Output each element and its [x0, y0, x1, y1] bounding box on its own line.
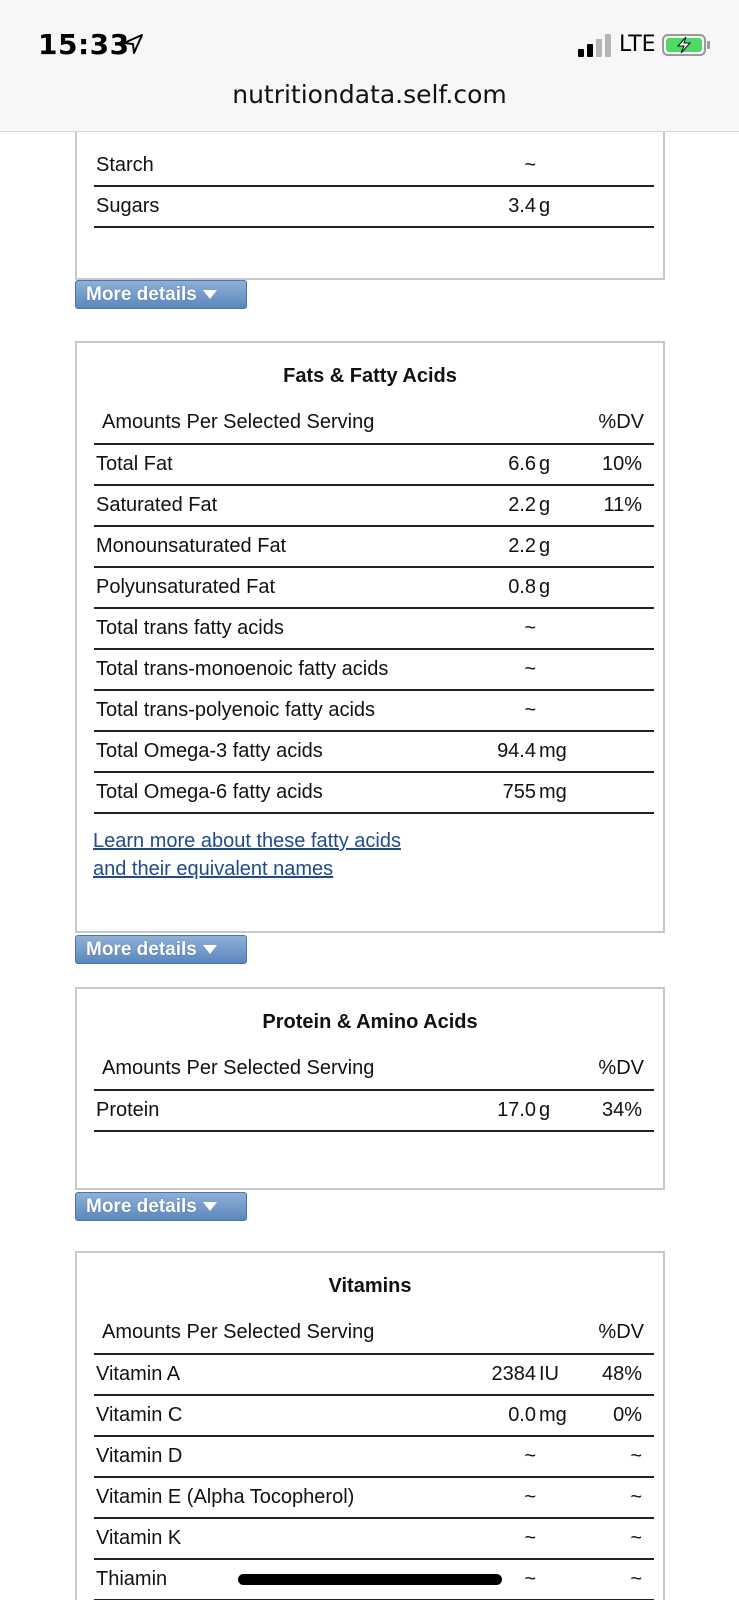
link-text: Learn more about these fatty acids — [93, 830, 401, 852]
panel-title: Protein & Amino Acids — [262, 1011, 478, 1033]
nutrient-unit: g — [539, 453, 551, 475]
nutrient-dv: ~ — [630, 1445, 642, 1467]
more-details-label: More details — [86, 939, 197, 960]
nutrient-name: Monounsaturated Fat — [96, 535, 287, 557]
protein-panel — [75, 987, 665, 1190]
nutrient-unit: g — [539, 576, 551, 598]
header-dv: %DV — [598, 1321, 644, 1343]
nutrient-name: Total trans-monoenoic fatty acids — [96, 658, 389, 680]
nutrient-unit: g — [539, 195, 551, 217]
nutrient-name: Vitamin D — [96, 1445, 183, 1467]
nutrient-row — [94, 1355, 654, 1396]
nutrient-name: Saturated Fat — [96, 494, 218, 516]
nutrient-row — [94, 773, 654, 814]
learn-more-fatty-acids-link[interactable] — [93, 827, 401, 883]
nutrient-amount: 755 — [502, 781, 536, 803]
nutrient-dv: 10% — [601, 453, 642, 475]
nutrient-unit: mg — [539, 781, 567, 803]
nutrient-row — [94, 609, 654, 650]
nutrient-amount: ~ — [524, 1445, 536, 1467]
nutrient-amount: 3.4 — [508, 195, 536, 217]
nutrient-name: Sugars — [96, 195, 160, 217]
nutrient-name: Thiamin — [96, 1568, 168, 1590]
nutrient-unit: mg — [539, 740, 567, 762]
dropdown-arrow-icon — [203, 290, 217, 299]
nutrient-row — [94, 732, 654, 773]
nutrient-name: Vitamin E (Alpha Tocopherol) — [96, 1486, 355, 1508]
nutrient-amount: ~ — [524, 154, 536, 176]
nutrient-dv: 48% — [601, 1363, 642, 1385]
location-arrow-icon — [122, 33, 144, 55]
nutrient-amount: 0.0 — [508, 1404, 536, 1426]
nutrient-amount: 94.4 — [497, 740, 536, 762]
nutrient-name: Total Fat — [96, 453, 173, 475]
nutrient-dv: ~ — [630, 1486, 642, 1508]
nutrient-amount: 6.6 — [508, 453, 536, 475]
more-details-button[interactable] — [75, 280, 247, 309]
nutrient-name: Total trans fatty acids — [96, 617, 284, 639]
status-time: 15:33 — [38, 28, 130, 61]
signal-strength-icon — [578, 33, 614, 57]
browser-header — [0, 0, 739, 132]
nutrient-dv: 34% — [601, 1099, 642, 1121]
nutrient-row — [94, 146, 654, 187]
dropdown-arrow-icon — [203, 1202, 217, 1211]
header-dv: %DV — [598, 411, 644, 433]
nutrient-row — [94, 1396, 654, 1437]
header-label: Amounts Per Selected Serving — [102, 1321, 375, 1343]
nutrient-row — [94, 486, 654, 527]
nutrient-name: Vitamin A — [96, 1363, 181, 1385]
header-label: Amounts Per Selected Serving — [102, 1057, 375, 1079]
nutrient-name: Polyunsaturated Fat — [96, 576, 275, 598]
nutrient-unit: g — [539, 535, 551, 557]
nutrient-row — [94, 1519, 654, 1560]
nutrient-row — [94, 1478, 654, 1519]
dropdown-arrow-icon — [203, 945, 217, 954]
nutrient-amount: ~ — [524, 1568, 536, 1590]
nutrient-name: Protein — [96, 1099, 160, 1121]
nutrient-name: Total Omega-3 fatty acids — [96, 740, 323, 762]
nutrient-dv: 0% — [613, 1404, 642, 1426]
panel-title: Vitamins — [328, 1275, 412, 1297]
nutrient-amount: ~ — [524, 1527, 536, 1549]
nutrient-name: Starch — [96, 154, 154, 176]
nutrient-row — [94, 1437, 654, 1478]
nutrient-dv: ~ — [630, 1568, 642, 1590]
nutrient-row — [94, 445, 654, 486]
table-header — [94, 403, 654, 445]
nutrient-name: Vitamin K — [96, 1527, 182, 1549]
nutrient-amount: 17.0 — [497, 1099, 536, 1121]
header-label: Amounts Per Selected Serving — [102, 411, 375, 433]
nutrient-unit: IU — [539, 1363, 559, 1385]
panel-title: Fats & Fatty Acids — [283, 365, 457, 387]
more-details-button[interactable] — [75, 935, 247, 964]
nutrient-row — [94, 1091, 654, 1132]
more-details-button[interactable] — [75, 1192, 247, 1221]
nutrient-unit: g — [539, 1099, 551, 1121]
nutrient-dv: 11% — [603, 494, 642, 516]
nutrient-amount: ~ — [524, 658, 536, 680]
fats-panel — [75, 341, 665, 933]
link-text: and their equivalent names — [93, 858, 334, 880]
header-dv: %DV — [598, 1057, 644, 1079]
nutrient-amount: 2.2 — [508, 494, 536, 516]
nutrient-row — [94, 568, 654, 609]
nutrient-amount: ~ — [524, 699, 536, 721]
table-header — [94, 1049, 654, 1091]
nutrient-amount: 0.8 — [508, 576, 536, 598]
nutrient-row — [94, 691, 654, 732]
nutrient-row — [94, 187, 654, 228]
nutrient-name: Vitamin C — [96, 1404, 183, 1426]
network-label: LTE — [619, 32, 656, 57]
address-bar-url[interactable]: nutritiondata.self.com — [232, 80, 507, 109]
nutrient-row — [94, 527, 654, 568]
more-details-label: More details — [86, 1196, 197, 1217]
nutrient-name: Total trans-polyenoic fatty acids — [96, 699, 376, 721]
more-details-label: More details — [86, 284, 197, 305]
nutrient-unit: mg — [539, 1404, 567, 1426]
nutrient-name: Total Omega-6 fatty acids — [96, 781, 323, 803]
vitamins-panel — [75, 1251, 665, 1600]
home-indicator[interactable] — [238, 1574, 502, 1585]
nutrient-unit: g — [539, 494, 551, 516]
nutrient-row — [94, 650, 654, 691]
nutrient-amount: 2.2 — [508, 535, 536, 557]
nutrient-amount: 2384 — [491, 1363, 536, 1385]
nutrient-amount: ~ — [524, 1486, 536, 1508]
nutrient-amount: ~ — [524, 617, 536, 639]
nutrient-dv: ~ — [630, 1527, 642, 1549]
battery-charging-icon — [662, 33, 712, 57]
table-header — [94, 1313, 654, 1355]
